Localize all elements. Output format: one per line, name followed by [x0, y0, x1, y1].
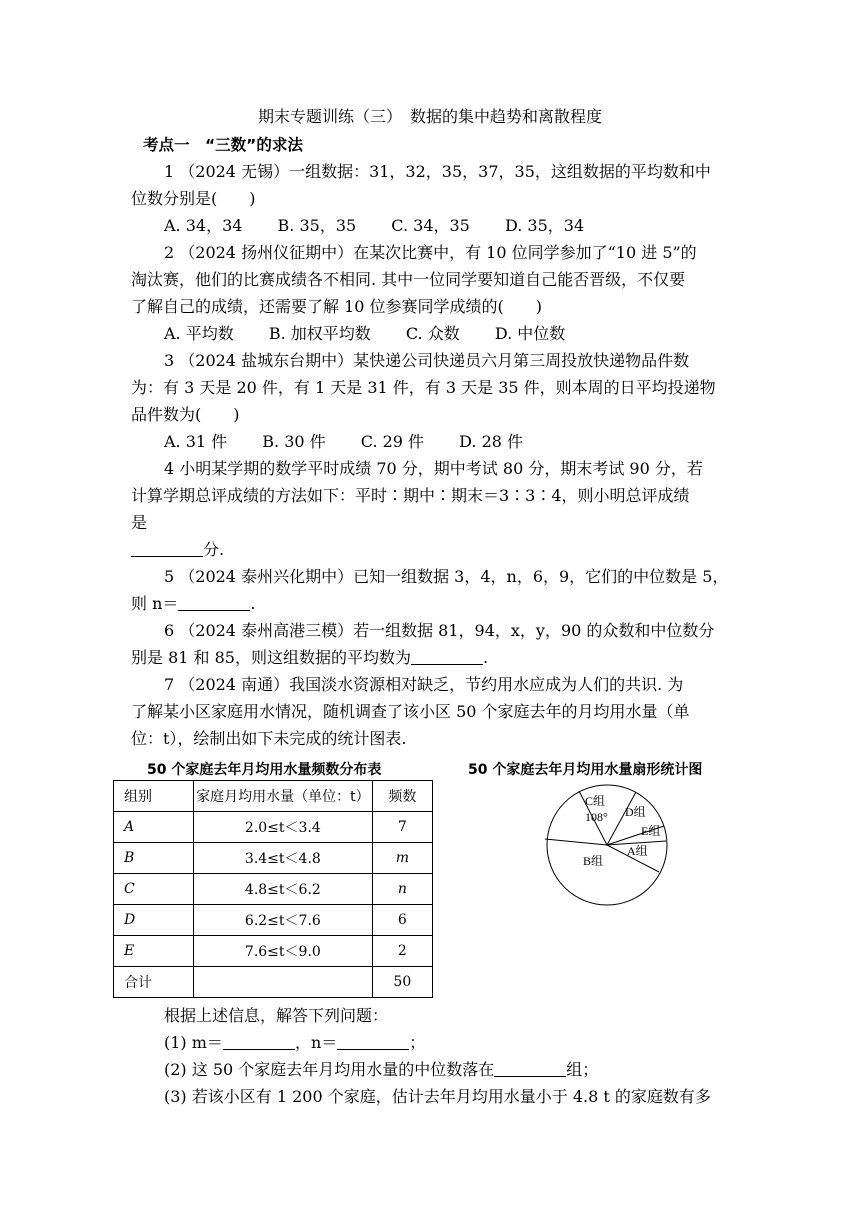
q6-line1: 6 （2024 泰州高港三模）若一组数据 81，94，x，y，90 的众数和中位数分 — [164, 621, 715, 640]
q5-suffix: . — [250, 594, 256, 613]
row-group: A — [114, 812, 194, 843]
table-row — [114, 874, 433, 905]
q5-line2 — [131, 593, 256, 615]
q7-m-blank[interactable] — [223, 1033, 295, 1050]
q4-answer-blank[interactable] — [131, 540, 203, 557]
table-total-row — [114, 967, 433, 998]
q7-1-prefix: (1) m＝ — [164, 1033, 223, 1052]
table-row — [114, 905, 433, 936]
pie-label-b: B组 — [583, 854, 604, 868]
q1-line2: 位数分别是( ) — [131, 189, 256, 208]
row-frequency: m — [372, 843, 432, 874]
question-3: (3) 若该小区有 1 200 个家庭，估计去年月均用水量小于 4.8 t 的家庭数有多 — [164, 1087, 711, 1106]
page-title: 期末专题训练（三） 数据的集中趋势和离散程度 — [257, 107, 602, 126]
q1-line1: 1 （2024 无锡）一组数据：31，32，35，37，35，这组数据的平均数和中 — [164, 162, 711, 181]
pie-label-d: D组 — [625, 805, 646, 819]
pie-chart — [545, 783, 669, 907]
q7-line1: 7 （2024 南通）我国淡水资源相对缺乏，节约用水应成为人们的共识. 为 — [164, 675, 684, 694]
table-row — [114, 812, 433, 843]
q7-2-blank[interactable] — [494, 1060, 566, 1077]
q2-line2: 淘汰赛，他们的比赛成绩各不相同. 其中一位同学要知道自己能否晋级，不仅要 — [131, 270, 686, 289]
q4-line1: 4 小明某学期的数学平时成绩 70 分，期中考试 80 分，期末考试 90 分，若 — [164, 459, 703, 478]
q3-option-c: C. 29 件 — [360, 432, 425, 451]
frequency-table — [113, 780, 433, 998]
q7-line2: 了解某小区家庭用水情况，随机调查了该小区 50 个家庭去年的月均用水量（单 — [131, 702, 690, 721]
q1-option-d: D. 35，34 — [504, 216, 585, 235]
row-group: B — [114, 843, 194, 874]
row-frequency: 7 — [372, 812, 432, 843]
q3-line1: 3 （2024 盐城东台期中）某快递公司快递员六月第三周投放快递物品件数 — [164, 351, 690, 370]
q3-line3: 品件数为( ) — [131, 405, 240, 424]
q2-option-a: A. 平均数 — [164, 324, 234, 343]
total-value: 50 — [372, 967, 432, 998]
pie-label-e: E组 — [641, 824, 661, 838]
q2-option-b: B. 加权平均数 — [268, 324, 371, 343]
row-range: 6.2≤t＜7.6 — [194, 905, 373, 936]
header-range: 家庭月均用水量（单位：t） — [194, 781, 373, 812]
section-heading: 考点一 “三数”的求法 — [143, 136, 303, 154]
q5-line1: 5 （2024 泰州兴化期中）已知一组数据 3，4，n，6，9，它们的中位数是 5， — [164, 567, 729, 586]
row-group: D — [114, 905, 194, 936]
q6-suffix: . — [482, 648, 489, 667]
header-group: 组别 — [114, 781, 194, 812]
row-group: C — [114, 874, 194, 905]
q3-line2: 为：有 3 天是 20 件，有 1 天是 31 件，有 3 天是 35 件，则本周的日平均投递物 — [131, 378, 716, 397]
question-2 — [164, 1059, 598, 1081]
pie-label-c: C组 — [585, 794, 606, 808]
pie-label-a: A组 — [627, 844, 648, 858]
total-range-empty — [194, 967, 373, 998]
q3-options — [164, 431, 553, 453]
row-range: 7.6≤t＜9.0 — [194, 936, 373, 967]
q7-2-prefix: (2) 这 50 个家庭去年月均用水量的中位数落在 — [164, 1060, 495, 1079]
q2-line3: 了解自己的成绩，还需要了解 10 位参赛同学成绩的( ) — [131, 297, 543, 316]
q1-option-c: C. 34，35 — [391, 216, 470, 235]
row-range: 4.8≤t＜6.2 — [194, 874, 373, 905]
table-row — [114, 936, 433, 967]
q5-prefix: 则 n＝ — [131, 594, 179, 613]
q7-line3: 位：t），绘制出如下未完成的统计图表. — [131, 729, 407, 748]
q3-option-d: D. 28 件 — [459, 432, 524, 451]
q7-1-end: ； — [409, 1033, 426, 1052]
table-row — [114, 843, 433, 874]
questions-intro: 根据上述信息，解答下列问题： — [164, 1006, 389, 1025]
table-header-row — [114, 781, 433, 812]
row-frequency: n — [372, 874, 432, 905]
q6-prefix: 别是 81 和 85，则这组数据的平均数为 — [131, 648, 411, 667]
row-range: 3.4≤t＜4.8 — [194, 843, 373, 874]
pie-label-c-angle: 108° — [585, 810, 608, 824]
row-group: E — [114, 936, 194, 967]
q4-line3: 是 — [131, 513, 148, 532]
q7-1-mid: ，n＝ — [294, 1033, 338, 1052]
q1-options — [164, 215, 614, 237]
q7-n-blank[interactable] — [337, 1033, 409, 1050]
q3-option-b: B. 30 件 — [262, 432, 326, 451]
table-caption: 50 个家庭去年月均用水量频数分布表 — [147, 762, 382, 778]
q1-option-b: B. 35，35 — [277, 216, 357, 235]
q2-options — [164, 323, 595, 345]
header-frequency: 频数 — [372, 781, 432, 812]
q5-answer-blank[interactable] — [178, 594, 250, 611]
q1-option-a: A. 34，34 — [164, 216, 243, 235]
q3-option-a: A. 31 件 — [164, 432, 228, 451]
q4-answer-line — [131, 539, 224, 561]
q6-answer-blank[interactable] — [411, 648, 483, 665]
row-frequency: 6 — [372, 905, 432, 936]
q6-line2 — [131, 647, 488, 669]
q4-line2: 计算学期总评成绩的方法如下：平时∶期中∶期末＝3∶3∶4，则小明总评成绩 — [131, 486, 690, 505]
q2-option-c: C. 众数 — [405, 324, 460, 343]
q7-2-suffix: 组； — [566, 1060, 599, 1079]
total-label: 合计 — [114, 967, 194, 998]
question-1 — [164, 1032, 425, 1054]
q2-option-d: D. 中位数 — [494, 324, 566, 343]
pie-caption: 50 个家庭去年月均用水量扇形统计图 — [468, 762, 703, 778]
row-frequency: 2 — [372, 936, 432, 967]
q2-line1: 2 （2024 扬州仪征期中）在某次比赛中，有 10 位同学参加了“10 进 5”的 — [164, 243, 697, 262]
q4-suffix: 分. — [203, 540, 225, 559]
row-range: 2.0≤t＜3.4 — [194, 812, 373, 843]
